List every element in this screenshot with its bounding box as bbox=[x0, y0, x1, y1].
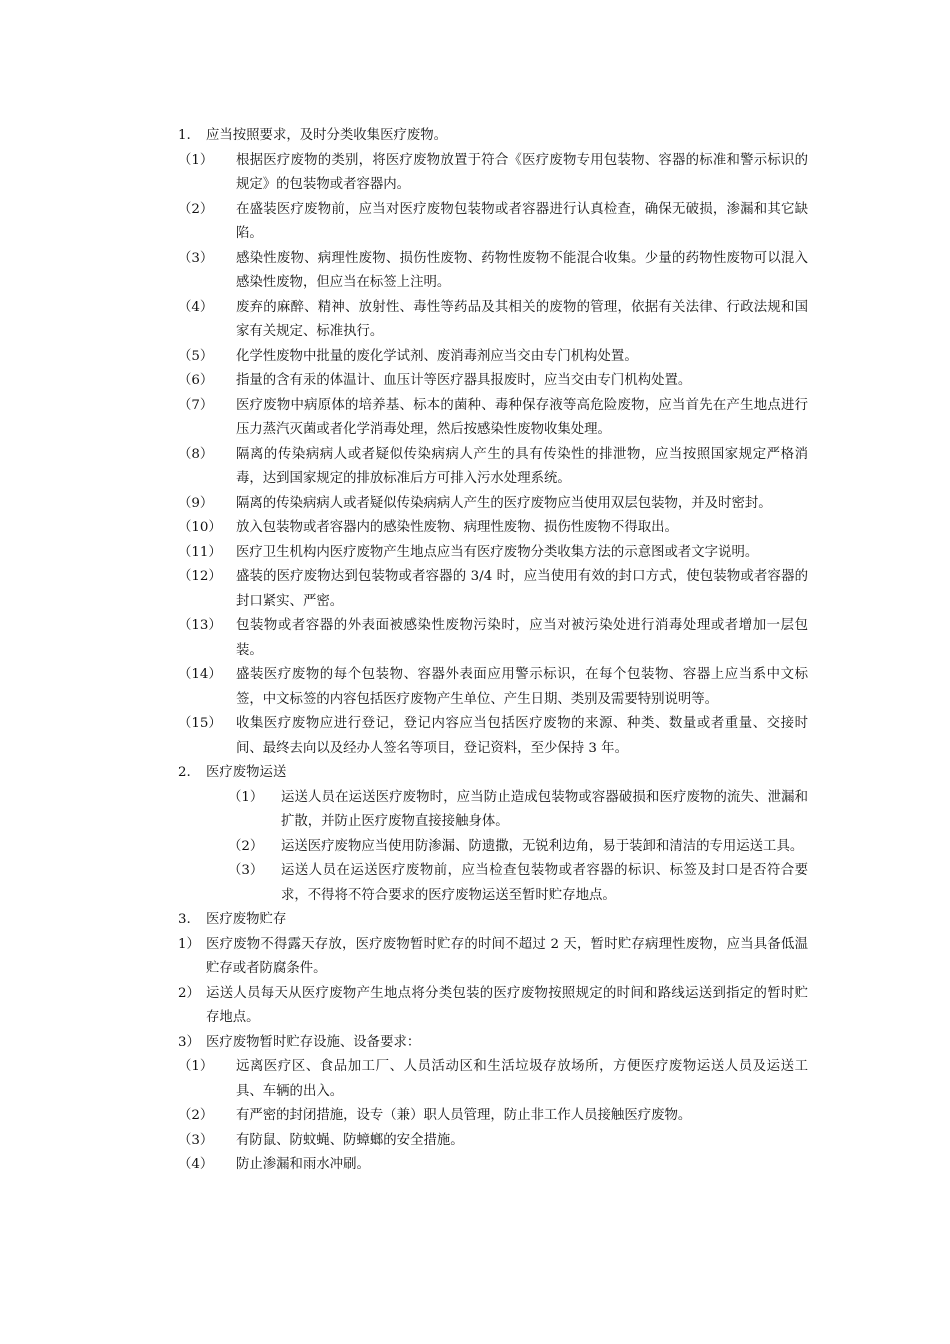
section-2-heading bbox=[178, 761, 808, 786]
item-number: （3） bbox=[228, 863, 264, 878]
item-number: （12） bbox=[178, 569, 222, 584]
list-item bbox=[178, 443, 808, 492]
item-number: （2） bbox=[178, 1108, 214, 1123]
item-number: （3） bbox=[178, 1132, 214, 1148]
item-number: （4） bbox=[178, 299, 214, 315]
item-text: 在盛装医疗废物前，应当对医疗废物包装物或者容器进行认真检查，确保无破损，渗漏和其它缺陷。 bbox=[236, 201, 808, 241]
list-item bbox=[178, 982, 808, 1031]
list-item bbox=[178, 369, 808, 394]
item-text: 盛装的医疗废物达到包装物或者容器的 3/4 时，应当使用有效的封口方式，使包装物或者容器的封口紧实、严密。 bbox=[236, 569, 808, 609]
list-item bbox=[178, 492, 808, 517]
item-text: 医疗废物中病原体的培养基、标本的菌种、毒种保存液等高危险废物，应当首先在产生地点进行压力蒸汽灭菌或者化学消毒处理，然后按感染性废物收集处理。 bbox=[236, 397, 808, 437]
item-number: 3） bbox=[178, 1034, 200, 1050]
item-number: （2） bbox=[178, 201, 214, 217]
item-text: 包装物或者容器的外表面被感染性废物污染时，应当对被污染处进行消毒处理或者增加一层包装。 bbox=[236, 618, 808, 658]
list-item bbox=[178, 541, 808, 566]
list-item bbox=[178, 712, 808, 761]
item-number: （11） bbox=[178, 544, 222, 560]
document-body bbox=[178, 124, 808, 1178]
item-text: 远离医疗区、食品加工厂、人员活动区和生活垃圾存放场所，方便医疗废物运送人员及运送工具、车辆的出入。 bbox=[236, 1059, 808, 1099]
list-item bbox=[178, 663, 808, 712]
item-number: （15） bbox=[178, 716, 222, 731]
item-text: 运送人员每天从医疗废物产生地点将分类包装的医疗废物按照规定的时间和路线运送到指定的暂时贮存地点。 bbox=[206, 985, 808, 1025]
item-number: （8） bbox=[178, 446, 214, 462]
item-text: 有防鼠、防蚊蝇、防蟑螂的安全措施。 bbox=[236, 1132, 464, 1148]
item-text: 盛装医疗废物的每个包装物、容器外表面应用警示标识，在每个包装物、容器上应当系中文标签，中文标签的内容包括医疗废物产生单位、产生日期、类别及需要特别说明等。 bbox=[236, 667, 808, 707]
item-text: 防止渗漏和雨水冲刷。 bbox=[236, 1157, 370, 1172]
item-text: 隔离的传染病病人或者疑似传染病病人产生的医疗废物应当使用双层包装物，并及时密封。 bbox=[236, 495, 772, 511]
item-text: 隔离的传染病病人或者疑似传染病病人产生的具有传染性的排泄物，应当按照国家规定严格消毒，达到国家规定的排放标准后方可排入污水处理系统。 bbox=[236, 446, 808, 486]
section-title: 应当按照要求，及时分类收集医疗废物。 bbox=[206, 128, 448, 143]
section-number: 2. bbox=[178, 765, 191, 780]
list-item bbox=[178, 614, 808, 663]
list-item bbox=[178, 1031, 808, 1056]
item-text: 医疗卫生机构内医疗废物产生地点应当有医疗废物分类收集方法的示意图或者文字说明。 bbox=[236, 544, 759, 560]
item-number: （6） bbox=[178, 373, 214, 388]
item-text: 医疗废物不得露天存放，医疗废物暂时贮存的时间不超过 2 天，暂时贮存病理性废物，应当具备低温贮存或者防腐条件。 bbox=[206, 936, 808, 976]
item-number: 1） bbox=[178, 936, 200, 952]
item-text: 医疗废物暂时贮存设施、设备要求： bbox=[206, 1034, 421, 1050]
item-text: 化学性废物中批量的废化学试剂、废消毒剂应当交由专门机构处置。 bbox=[236, 348, 638, 364]
item-text: 运送医疗废物应当使用防渗漏、防遗撒，无锐利边角，易于装卸和清洁的专用运送工具。 bbox=[281, 838, 804, 854]
list-item bbox=[178, 1055, 808, 1104]
item-number: （5） bbox=[178, 348, 214, 364]
list-item bbox=[178, 516, 808, 541]
item-number: （1） bbox=[178, 1059, 214, 1074]
item-number: （13） bbox=[178, 618, 222, 633]
list-item bbox=[178, 565, 808, 614]
item-text: 有严密的封闭措施，设专（兼）职人员管理，防止非工作人员接触医疗废物。 bbox=[236, 1108, 692, 1123]
section-title: 医疗废物贮存 bbox=[206, 912, 287, 927]
item-text: 运送人员在运送医疗废物前，应当检查包装物或者容器的标识、标签及封口是否符合要求，不得将不符合要求的医疗废物运送至暂时贮存地点。 bbox=[281, 863, 808, 903]
list-item bbox=[178, 933, 808, 982]
item-number: （14） bbox=[178, 667, 222, 682]
item-number: （1） bbox=[228, 789, 264, 805]
item-text: 收集医疗废物应进行登记，登记内容应当包括医疗废物的来源、种类、数量或者重量、交接时间、最终去向以及经办人签名等项目，登记资料，至少保持 3 年。 bbox=[236, 716, 808, 756]
section-number: 3. bbox=[178, 912, 191, 927]
item-number: （1） bbox=[178, 152, 214, 168]
section-number: 1. bbox=[178, 128, 191, 143]
item-number: （10） bbox=[178, 520, 222, 535]
item-text: 放入包装物或者容器内的感染性废物、病理性废物、损伤性废物不得取出。 bbox=[236, 520, 678, 535]
item-text: 指量的含有汞的体温计、血压计等医疗器具报废时，应当交由专门机构处置。 bbox=[236, 373, 692, 388]
section-1-heading bbox=[178, 124, 808, 149]
section-title: 医疗废物运送 bbox=[206, 765, 287, 780]
item-number: （4） bbox=[178, 1157, 214, 1172]
item-text: 废弃的麻醉、精神、放射性、毒性等药品及其相关的废物的管理，依据有关法律、行政法规和国家有关规定、标准执行。 bbox=[236, 299, 808, 339]
list-item bbox=[178, 1153, 808, 1178]
list-item bbox=[178, 198, 808, 247]
list-item bbox=[178, 345, 808, 370]
item-number: （7） bbox=[178, 397, 214, 413]
list-item bbox=[178, 149, 808, 198]
list-item bbox=[178, 859, 808, 908]
list-item bbox=[178, 394, 808, 443]
item-number: 2） bbox=[178, 985, 200, 1001]
item-number: （3） bbox=[178, 250, 214, 266]
list-item bbox=[178, 247, 808, 296]
item-number: （2） bbox=[228, 838, 264, 854]
item-number: （9） bbox=[178, 495, 214, 511]
list-item bbox=[178, 296, 808, 345]
item-text: 运送人员在运送医疗废物时，应当防止造成包装物或容器破损和医疗废物的流失、泄漏和扩散，并防止医疗废物直接接触身体。 bbox=[281, 789, 808, 829]
item-text: 根据医疗废物的类别，将医疗废物放置于符合《医疗废物专用包装物、容器的标准和警示标识的规定》的包装物或者容器内。 bbox=[236, 152, 808, 192]
list-item bbox=[178, 786, 808, 835]
list-item bbox=[178, 835, 808, 860]
section-3-heading bbox=[178, 908, 808, 933]
list-item bbox=[178, 1104, 808, 1129]
item-text: 感染性废物、病理性废物、损伤性废物、药物性废物不能混合收集。少量的药物性废物可以混入感染性废物，但应当在标签上注明。 bbox=[236, 250, 808, 290]
list-item bbox=[178, 1129, 808, 1154]
